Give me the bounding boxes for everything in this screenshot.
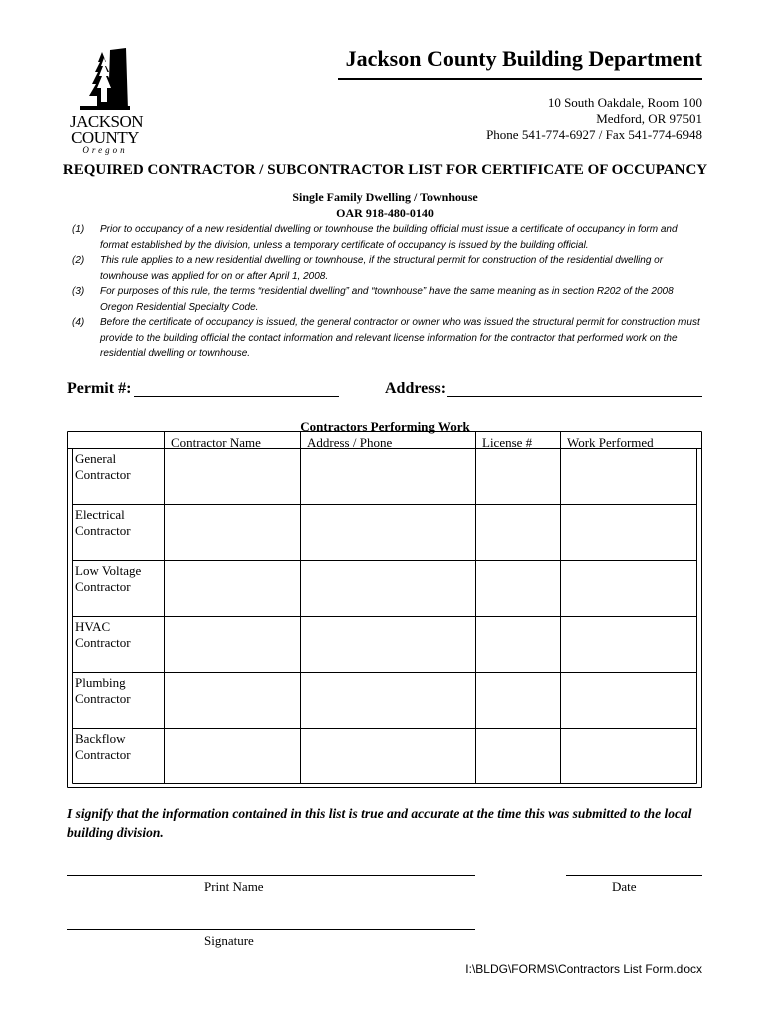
- row-label-line: Contractor: [75, 747, 131, 762]
- signature-label: Signature: [204, 933, 254, 948]
- table-grid: [68, 432, 702, 788]
- rule-number: (2): [72, 255, 85, 266]
- tree-logo-icon: [80, 48, 130, 112]
- permit-input-line[interactable]: [134, 396, 339, 397]
- row-label-line: General: [75, 451, 117, 466]
- row-label-line: Contractor: [75, 635, 131, 650]
- address-input-line[interactable]: [447, 396, 702, 397]
- row-label-line: Plumbing: [75, 675, 126, 690]
- table-caption: Contractors Performing Work: [300, 419, 470, 434]
- file-path-footer: I:\BLDG\FORMS\Contractors List Form.docx: [465, 962, 702, 976]
- date-line[interactable]: [566, 875, 702, 876]
- row-label-line: Contractor: [75, 579, 131, 594]
- rule-item: [72, 315, 702, 362]
- row-label-plumbing-contractor: [75, 675, 131, 707]
- form-subtitle: Single Family Dwelling / Townhouse: [292, 190, 478, 204]
- row-label-line: Low Voltage: [75, 563, 142, 578]
- oar-reference: OAR 918-480-0140: [336, 206, 434, 220]
- address-label: Address:: [385, 380, 447, 397]
- print-name-line[interactable]: [67, 875, 475, 876]
- row-label-electrical-contractor: [75, 507, 131, 539]
- rule-number: (3): [72, 286, 85, 297]
- form-title: REQUIRED CONTRACTOR / SUBCONTRACTOR LIST FOR CERTIFICATE OF OCCUPANCY: [62, 162, 708, 178]
- rule-number: (1): [72, 224, 85, 235]
- row-label-line: Contractor: [75, 691, 131, 706]
- certification-statement: I signify that the information contained in this list is true and accurate at the time this was submitted to the local building division.: [67, 806, 692, 840]
- row-label-backflow-contractor: [75, 731, 131, 763]
- rule-item: [72, 253, 702, 284]
- rule-text: Before the certificate of occupancy is issued, the general contractor or owner who was issued the structural permit for construction must provide to the building official the contact information and relevant license information for the contractor that performed work on the residential dwelling or townhouse.: [100, 317, 700, 359]
- print-name-label: Print Name: [204, 879, 264, 894]
- date-label: Date: [612, 879, 637, 894]
- contractors-table: [67, 418, 702, 788]
- logo-text-line2: COUNTY: [71, 128, 139, 147]
- row-label-line: HVAC: [75, 619, 111, 634]
- column-header-license: License #: [482, 435, 533, 450]
- row-label-hvac-contractor: [75, 619, 131, 651]
- column-header-address-phone: Address / Phone: [307, 435, 393, 450]
- rule-text: For purposes of this rule, the terms “residential dwelling” and “townhouse” have the same meaning as in section R202 of the 2008 Oregon Residential Specialty Code.: [100, 286, 674, 313]
- phone-fax-line: Phone 541-774-6927 / Fax 541-774-6948: [486, 127, 702, 142]
- permit-label: Permit #:: [67, 380, 132, 397]
- row-label-line: Contractor: [75, 523, 131, 538]
- department-title: Jackson County Building Department: [345, 46, 702, 71]
- county-logo: [70, 48, 144, 156]
- column-header-contractor-name: Contractor Name: [171, 435, 261, 450]
- address-line-2: Medford, OR 97501: [596, 111, 702, 126]
- rule-number: (4): [72, 317, 85, 328]
- row-label-line: Electrical: [75, 507, 125, 522]
- column-header-work-performed: Work Performed: [567, 435, 654, 450]
- rule-text: Prior to occupancy of a new residential dwelling or townhouse the building official must issue a certificate of occupancy in form and format established by the division, unless a temporary certificate of occupancy is issued by the building official.: [100, 224, 678, 251]
- rule-item: [72, 284, 702, 315]
- logo-text-line3: Oregon: [82, 145, 128, 155]
- signature-line[interactable]: [67, 929, 475, 930]
- row-label-low-voltage-contractor: [75, 563, 141, 595]
- logo-text-line1: JACKSON: [70, 112, 144, 131]
- row-label-line: Backflow: [75, 731, 126, 746]
- row-label-general-contractor: [75, 451, 131, 483]
- row-label-line: Contractor: [75, 467, 131, 482]
- title-underline: [338, 78, 702, 80]
- rule-text: This rule applies to a new residential dwelling or townhouse, if the structural permit for construction of the residential dwelling or townhouse was applied for on or after April 1, 2008.: [100, 255, 664, 282]
- address-line-1: 10 South Oakdale, Room 100: [547, 95, 702, 110]
- rule-item: [72, 222, 702, 253]
